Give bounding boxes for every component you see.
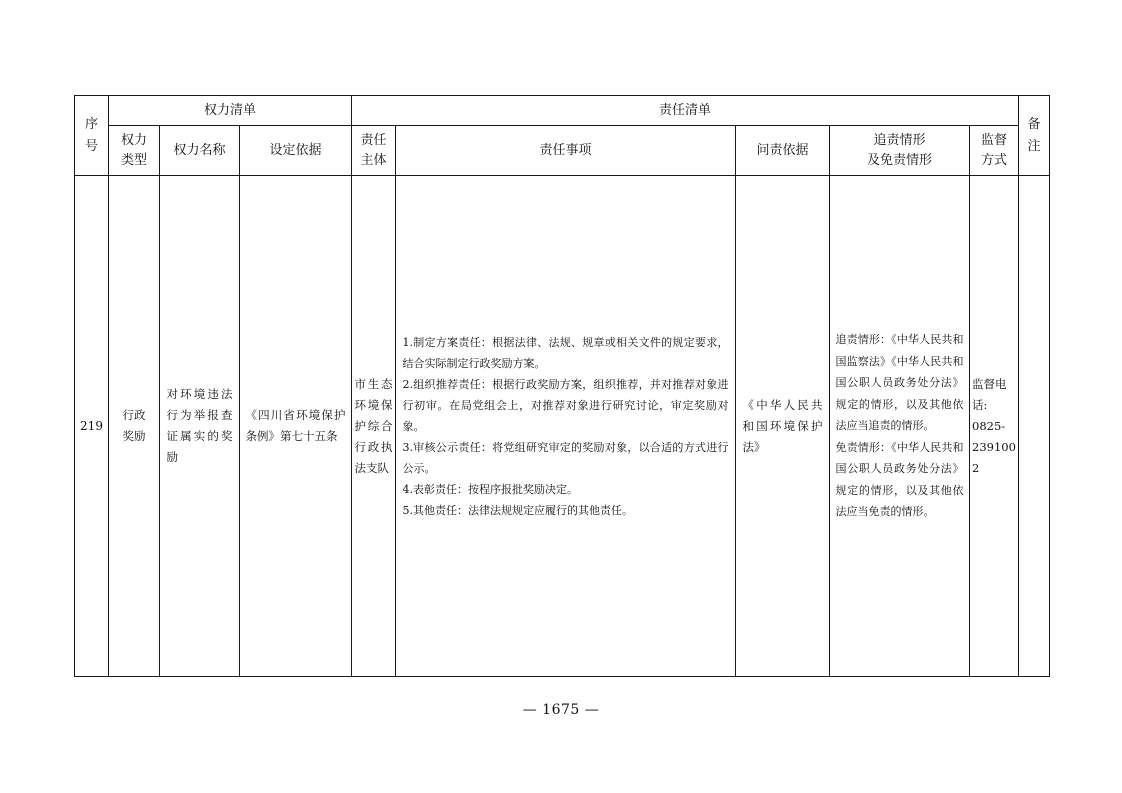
duty-list (403, 332, 729, 521)
header-supervision: 监督方式 (970, 126, 1019, 176)
pursue-accountability: 追责情形：《中华人民共和国监察法》《中华人民共和国公职人员政务处分法》规定的情形，以及其他依法应当追责的情形。 (835, 333, 964, 433)
row-seq: 219 (75, 176, 109, 677)
row-supervision (970, 176, 1019, 677)
row-subject: 市生态环境保护综合行政执法支队 (352, 176, 396, 677)
header-seq: 序号 (75, 96, 109, 176)
row-basis: 《四川省环境保护条例》第七十五条 (240, 176, 352, 677)
duty-item-2: 2.组织推荐责任：根据行政奖励方案，组织推荐，并对推荐对象进行初审。在局党组会上，对推荐对象进行研究讨论，审定奖励对象。 (402, 377, 729, 433)
header-duty: 责任事项 (396, 126, 736, 176)
page-number: — 1675 — (522, 702, 600, 718)
header-accountability-basis: 问责依据 (736, 126, 830, 176)
header-responsibility-list: 责任清单 (352, 96, 1019, 126)
row-duties (396, 176, 736, 677)
duty-item-1: 1.制定方案责任：根据法律、法规、规章或相关文件的规定要求，结合实际制定行政奖励方案。 (402, 335, 729, 370)
row-accountability-basis: 《中华人民共和国环境保护法》 (736, 176, 830, 677)
row-power-name: 对环境违法行为举报查证属实的奖励 (160, 176, 240, 677)
supervision-phone-b: 2391002 (972, 439, 1016, 475)
pursue-exemption: 免责情形：《中华人民共和国公职人员政务处分法》规定的情形，以及其他依法应当免责的情形。 (835, 440, 964, 519)
row-power-type: 行政奖励 (109, 176, 160, 677)
power-responsibility-table (74, 95, 1050, 677)
duty-item-4: 4.表彰责任：按程序报批奖励决定。 (402, 482, 578, 496)
header-subject: 责任主体 (352, 126, 396, 176)
supervision-label: 监督电话: (972, 376, 1007, 412)
header-power-name: 权力名称 (160, 126, 240, 176)
supervision-phone-a: 0825- (972, 418, 1006, 433)
responsibility-table-sheet (74, 95, 1049, 677)
header-power-type: 权力类型 (109, 126, 160, 176)
row-pursue (830, 176, 970, 677)
header-basis: 设定依据 (240, 126, 352, 176)
header-remark: 备注 (1019, 96, 1050, 176)
duty-item-5: 5.其他责任：法律法规规定应履行的其他责任。 (402, 503, 633, 517)
header-pursue: 追责情形 及免责情形 (830, 126, 970, 176)
header-power-list: 权力清单 (109, 96, 352, 126)
row-remark (1019, 176, 1050, 677)
table-row (75, 176, 1050, 677)
duty-item-3: 3.审核公示责任：将党组研究审定的奖励对象，以合适的方式进行公示。 (402, 440, 729, 475)
